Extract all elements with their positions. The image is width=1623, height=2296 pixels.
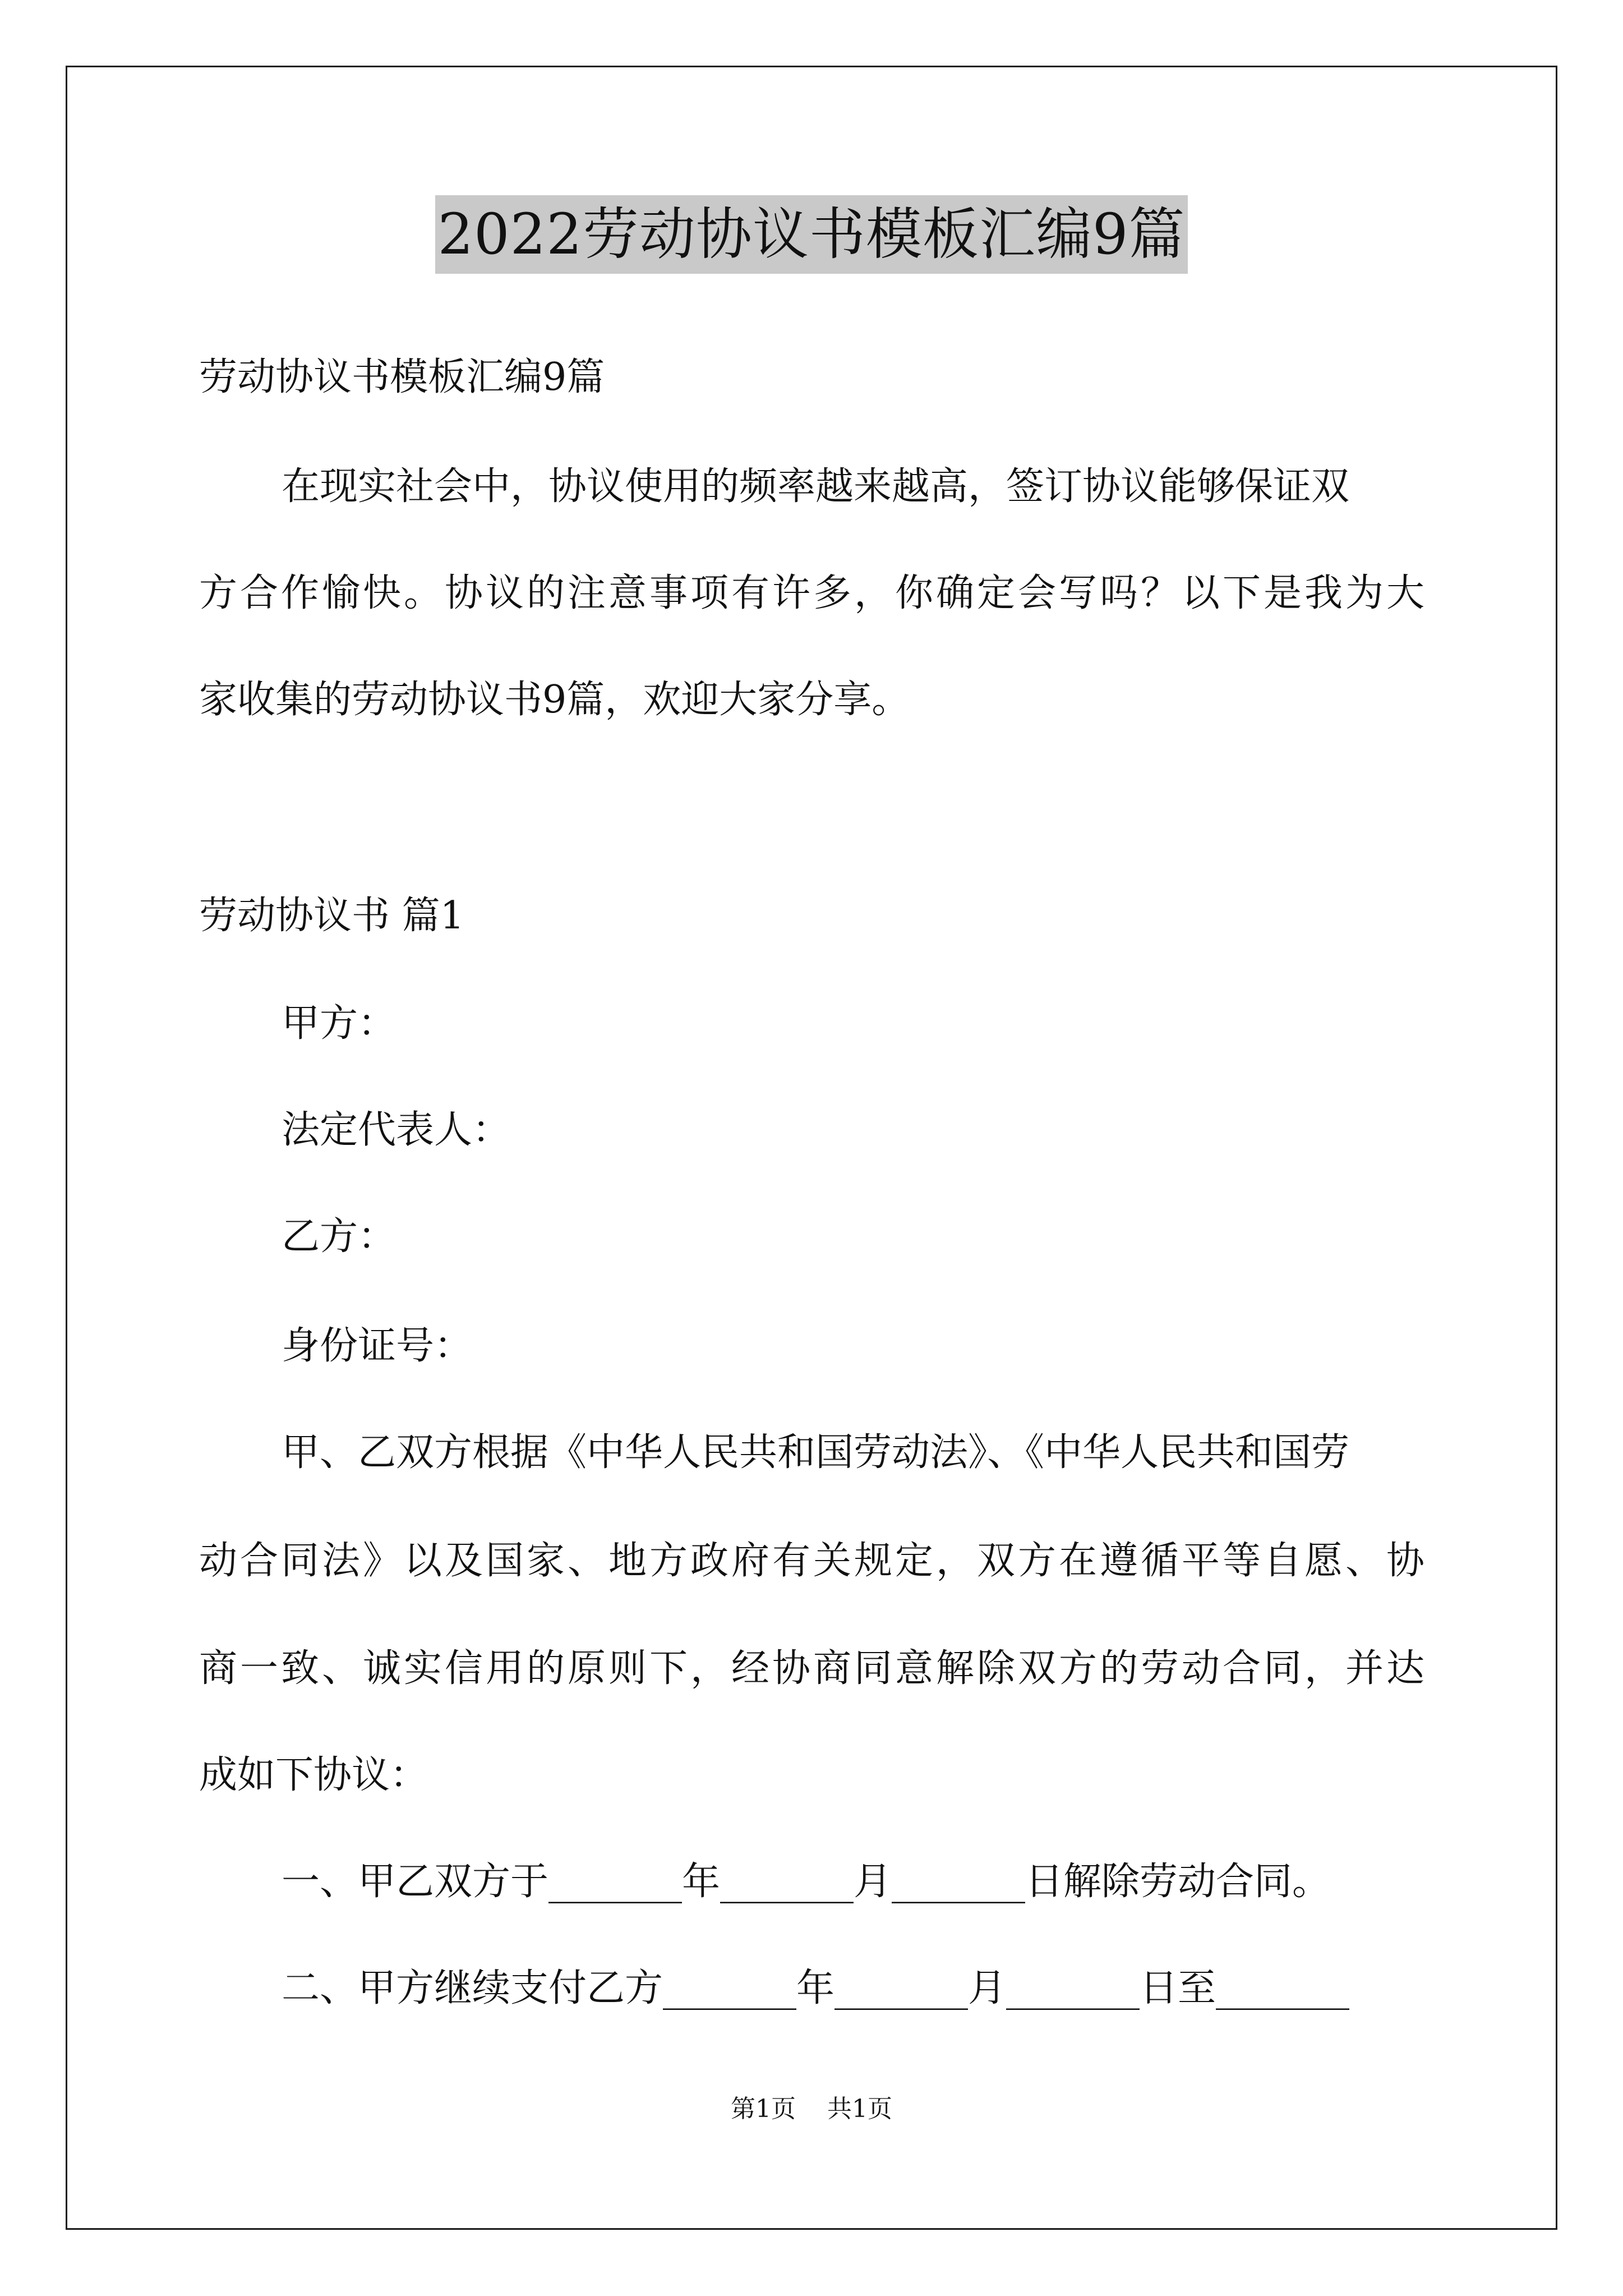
party-b-label: 乙方： — [282, 1214, 396, 1259]
document-subtitle: 劳动协议书模板汇编9篇 — [199, 355, 605, 399]
document-title: 2022劳动协议书模板汇编9篇 — [435, 195, 1187, 274]
section-heading: 劳动协议书 篇1 — [199, 894, 464, 938]
basis-line-2: 动合同法》以及国家、地方政府有关规定，双方在遵循平等自愿、协 — [199, 1539, 1424, 1583]
basis-line-4: 成如下协议： — [199, 1753, 428, 1797]
page-footer — [0, 2092, 1623, 2126]
basis-line-3: 商一致、诚实信用的原则下，经协商同意解除双方的劳动合同，并达 — [199, 1646, 1424, 1691]
page-number-current: 第1页 — [731, 2095, 796, 2123]
basis-line-1: 甲、乙双方根据《中华人民共和国劳动法》、《中华人民共和国劳 — [282, 1430, 1350, 1475]
id-number-label: 身份证号： — [282, 1324, 473, 1368]
intro-line-1: 在现实社会中，协议使用的频率越来越高，签订协议能够保证双 — [282, 464, 1350, 509]
title-container — [0, 195, 1623, 274]
party-a-label: 甲方： — [282, 1001, 396, 1046]
page-number-total: 共1页 — [827, 2095, 892, 2123]
clause-2: 二、甲方继续支付乙方_______年_______月_______日至_______ — [282, 1966, 1350, 2010]
clause-1: 一、甲乙双方于_______年_______月_______日解除劳动合同。 — [282, 1860, 1331, 1904]
legal-representative-label: 法定代表人： — [282, 1108, 511, 1152]
intro-line-2: 方合作愉快。协议的注意事项有许多，你确定会写吗？以下是我为大 — [199, 571, 1424, 615]
intro-line-3: 家收集的劳动协议书9篇，欢迎大家分享。 — [199, 678, 910, 722]
